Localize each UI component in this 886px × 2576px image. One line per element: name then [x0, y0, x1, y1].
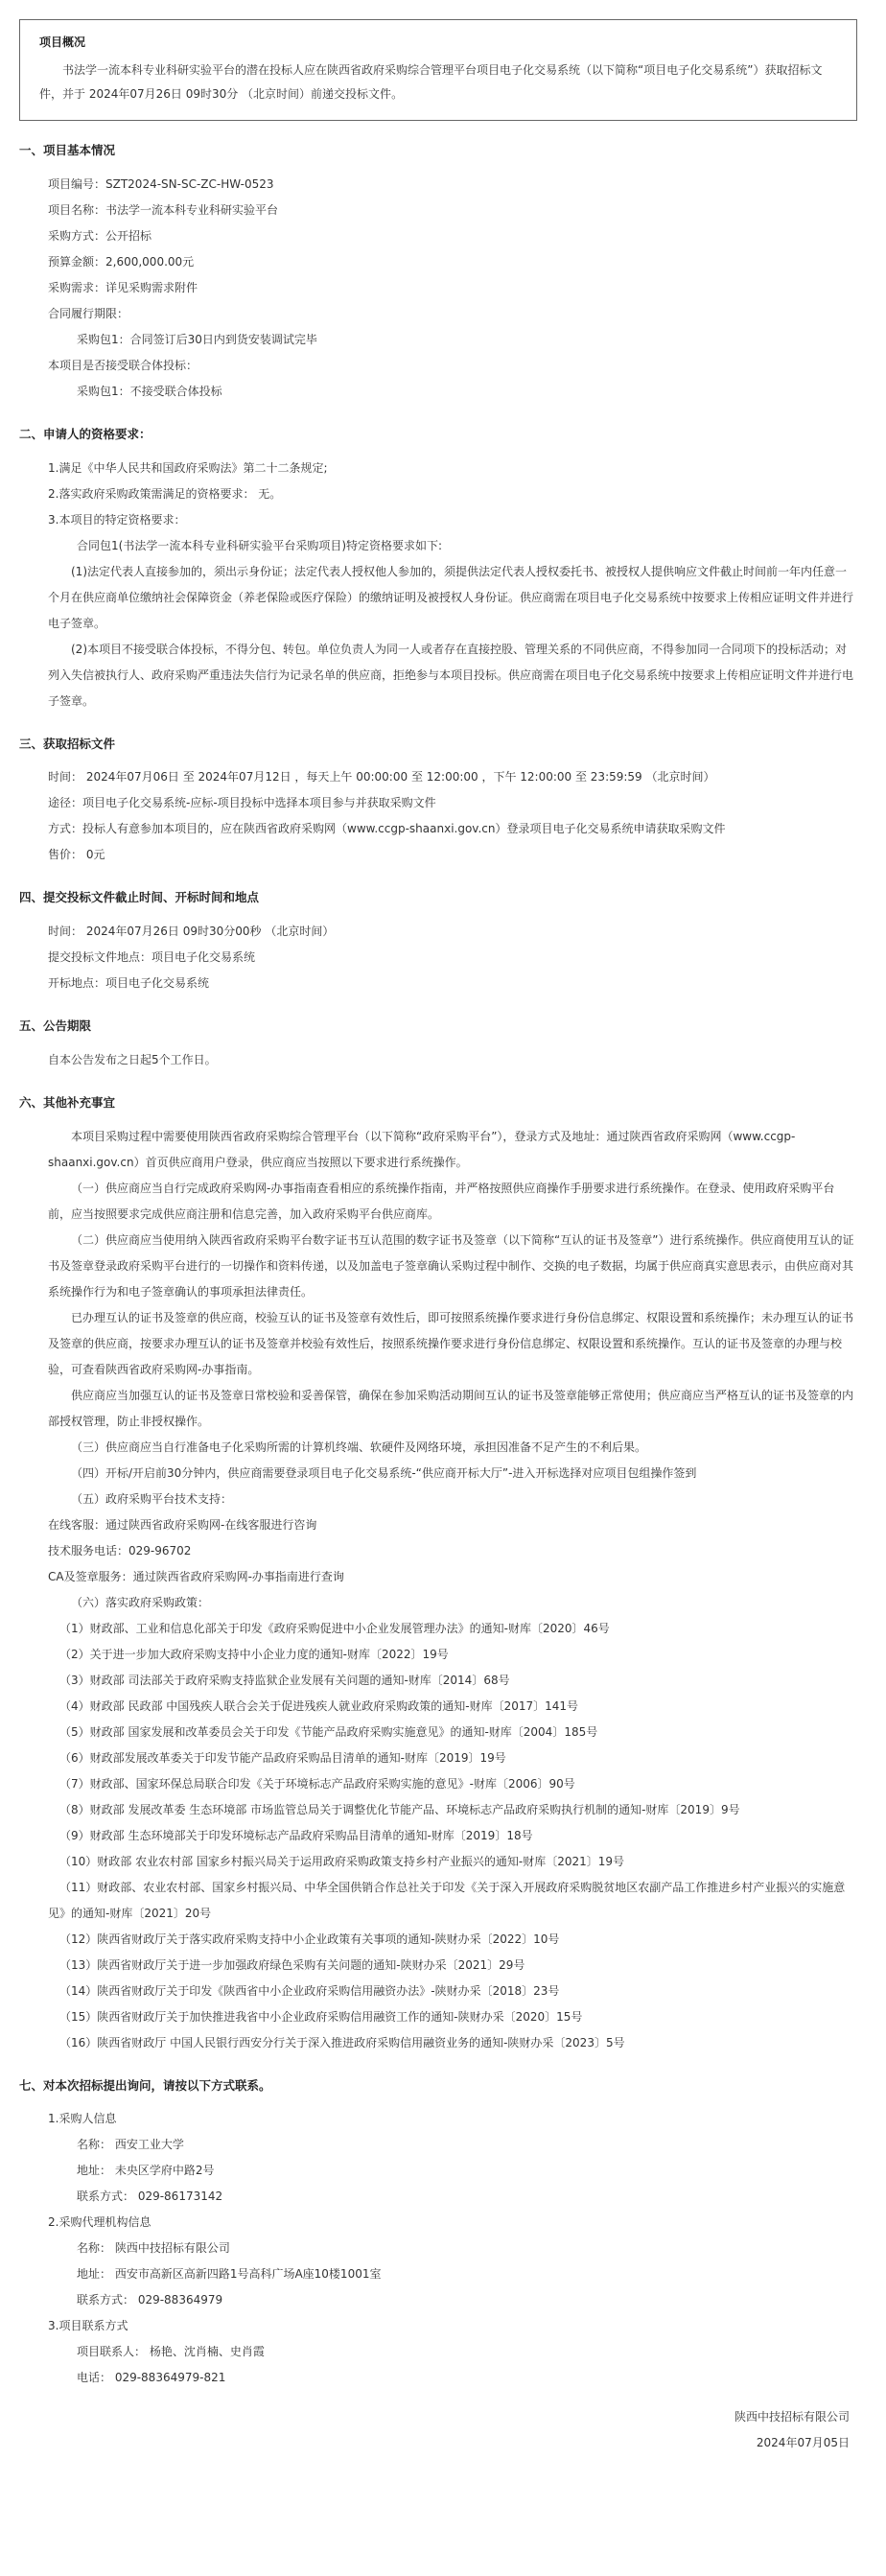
qualification-item-2: 2.落实政府采购政策需满足的资格要求： 无。 [48, 486, 282, 501]
signature-date: 2024年07月05日 [756, 2436, 850, 2450]
section-1-title: 一、项目基本情况 [19, 143, 116, 157]
opening-place: 开标地点：项目电子化交易系统 [48, 976, 210, 990]
supplement-paragraph-8: （五）政府采购平台技术支持： [71, 1491, 233, 1506]
policy-heading: （六）落实政府采购政策： [71, 1595, 210, 1609]
qualification-item-1: 1.满足《中华人民共和国政府采购法》第二十二条规定; [48, 460, 328, 475]
supplement-paragraph-4: 已办理互认的证书及签章的供应商，校验互认的证书及签章有效性后，即可按照系统操作要求进行身份信息绑定、权限设置和系统操作；未办理互认的证书及签章的供应商，按要求办理互认的证书及签章并校验有效性后，按照系统操作要求进行身份信息绑定、权限设置和系统操作。互认的证书及签章的办理与校验，可查看陕西省政府采购网-办事指南。 [48, 1310, 854, 1376]
policy-item: （8）财政部 发展改革委 生态环境部 市场监管总局关于调整优化节能产品、环境标志产品政府采购执行机制的通知-财库〔2019〕9号 [59, 1802, 740, 1816]
project-overview-box [19, 19, 857, 121]
policy-item: （1）财政部、工业和信息化部关于印发《政府采购促进中小企业发展管理办法》的通知-财库〔2020〕46号 [59, 1621, 610, 1635]
requirement-paragraph-1: (1)法定代表人直接参加的，须出示身份证；法定代表人授权他人参加的，须提供法定代表人授权委托书、被授权人提供响应文件截止时间前一年内任意一个月在供应商单位缴纳社会保障资金（养老保险或医疗保险）的缴纳证明及被授权人身份证。供应商需在项目电子化交易系统中按要求上传相应证明文件并进行电子签章。 [48, 564, 854, 630]
supplement-paragraph-6: （三）供应商应当自行准备电子化采购所需的计算机终端、软硬件及网络环境，承担因准备不足产生的不利后果。 [71, 1440, 647, 1454]
section-7-title: 七、对本次招标提出询问，请按以下方式联系。 [19, 2077, 271, 2093]
policy-item: （6）财政部发展改革委关于印发节能产品政府采购品目清单的通知-财库〔2019〕19号 [59, 1750, 506, 1765]
agent-phone: 联系方式： 029-88364979 [77, 2293, 223, 2307]
consortium-item: 采购包1：不接受联合体投标 [77, 384, 222, 398]
section-4-title: 四、提交投标文件截止时间、开标时间和地点 [19, 890, 260, 905]
section-2-title: 二、申请人的资格要求： [19, 426, 152, 441]
buyer-name: 名称： 西安工业大学 [77, 2138, 184, 2152]
document-price: 售价： 0元 [48, 848, 105, 862]
agent-name: 名称： 陕西中技招标有限公司 [77, 2241, 230, 2256]
policy-item: （7）财政部、国家环保总局联合印发《关于环境标志产品政府采购实施的意见》-财库〔2006〕90号 [59, 1776, 575, 1791]
section-5-title: 五、公告期限 [19, 1019, 92, 1033]
contract-period-item: 采购包1：合同签订后30日内到货安装调试完毕 [77, 332, 317, 346]
policy-item: （9）财政部 生态环境部关于印发环境标志产品政府采购品目清单的通知-财库〔2019〕18号 [59, 1828, 533, 1842]
project-name: 项目名称：书法学一流本科专业科研实验平台 [48, 202, 279, 217]
submit-place: 提交投标文件地点：项目电子化交易系统 [48, 950, 256, 964]
tech-phone: 技术服务电话：029-96702 [48, 1543, 192, 1557]
contract-period-label: 合同履行期限： [48, 306, 129, 320]
project-number: 项目编号：SZT2024-SN-SC-ZC-HW-0523 [48, 176, 274, 191]
section-6-title: 六、其他补充事宜 [19, 1094, 116, 1110]
deadline-time: 时间： 2024年07月26日 09时30分00秒 （北京时间） [48, 925, 335, 938]
consortium-label: 本项目是否接受联合体投标： [48, 358, 198, 372]
buyer-address: 地址： 未央区学府中路2号 [77, 2164, 215, 2178]
procurement-method: 采购方式：公开招标 [48, 228, 152, 243]
policy-item: （16）陕西省财政厅 中国人民银行西安分行关于深入推进政府采购信用融资业务的通知-陕财办采〔2023〕5号 [59, 2035, 625, 2049]
obtain-time: 时间： 2024年07月06日 至 2024年07月12日 ，每天上午 00:00:00 至 12:00:00 ，下午 12:00:00 至 23:59:59 （北京时间） [48, 770, 715, 785]
qualification-item-3: 3.本项目的特定资格要求： [48, 512, 186, 527]
policy-item: （15）陕西省财政厅关于加快推进我省中小企业政府采购信用融资工作的通知-陕财办采〔2020〕15号 [59, 2009, 583, 2024]
notice-period-text: 自本公告发布之日起5个工作日。 [48, 1052, 217, 1066]
policy-item: （13）陕西省财政厅关于进一步加强政府绿色采购有关问题的通知-陕财办采〔2021〕29号 [59, 1957, 525, 1972]
contact-phone: 电话： 029-88364979-821 [77, 2371, 226, 2385]
obtain-route: 途径：项目电子化交易系统-应标-项目投标中选择本项目参与并获取采购文件 [48, 796, 436, 810]
policy-item: （3）财政部 司法部关于政府采购支持监狱企业发展有关问题的通知-财库〔2014〕68号 [59, 1673, 510, 1687]
buyer-phone: 联系方式： 029-86173142 [77, 2190, 223, 2204]
requirement-paragraph-2: (2)本项目不接受联合体投标，不得分包、转包。单位负责人为同一人或者存在直接控股、管理关系的不同供应商，不得参加同一合同项下的投标活动；对列入失信被执行人、政府采购严重违法失信行为记录名单的供应商，拒绝参与本项目投标。供应商需在项目电子化交易系统中按要求上传相应证明文件并进行电子签章。 [48, 642, 854, 708]
supplement-paragraph-2: （一）供应商应当自行完成政府采购网-办事指南查看相应的系统操作指南，并严格按照供应商操作手册要求进行系统操作。在登录、使用政府采购平台前，应当按照要求完成供应商注册和信息完善，加入政府采购平台供应商库。 [48, 1181, 835, 1221]
overview-text: 书法学一流本科专业科研实验平台的潜在投标人应在陕西省政府采购综合管理平台项目电子化交易系统（以下简称“项目电子化交易系统”）获取招标文件，并于 2024年07月26日 09时30分 （北京时间）前递交投标文件。 [39, 63, 823, 101]
overview-title: 项目概况 [39, 35, 86, 49]
budget-amount: 预算金额：2,600,000.00元 [48, 254, 195, 269]
ca-service: CA及签章服务：通过陕西省政府采购网-办事指南进行查询 [48, 1569, 344, 1583]
policy-item: （5）财政部 国家发展和改革委员会关于印发《节能产品政府采购实施意见》的通知-财库〔2004〕185号 [59, 1724, 598, 1739]
policy-item: （12）陕西省财政厅关于落实政府采购支持中小企业政策有关事项的通知-陕财办采〔2022〕10号 [59, 1932, 560, 1946]
online-service: 在线客服：通过陕西省政府采购网-在线客服进行咨询 [48, 1517, 317, 1532]
supplement-paragraph-3: （二）供应商应当使用纳入陕西省政府采购平台数字证书互认范围的数字证书及签章（以下简称“互认的证书及签章”）进行系统操作。供应商使用互认的证书及签章登录政府采购平台进行的一切操作和资料传递，以及加盖电子签章确认采购过程中制作、交换的电子数据，均属于供应商真实意思表示，由供应商对其系统操作行为和电子签章确认的事项承担法律责任。 [48, 1232, 854, 1299]
supplement-paragraph-5: 供应商应当加强互认的证书及签章日常校验和妥善保管，确保在参加采购活动期间互认的证书及签章能够正常使用；供应商应当严格互认的证书及签章的内部授权管理，防止非授权操作。 [48, 1388, 854, 1428]
policy-list [19, 1616, 857, 2056]
policy-item: （11）财政部、农业农村部、国家乡村振兴局、中华全国供销合作总社关于印发《关于深入开展政府采购脱贫地区农副产品工作推进乡村产业振兴的实施意见》的通知-财库〔2021〕20号 [48, 1880, 846, 1920]
agent-address: 地址： 西安市高新区高新四路1号高科广场A座10楼1001室 [77, 2267, 382, 2282]
buyer-heading: 1.采购人信息 [48, 2112, 117, 2126]
procurement-demand: 采购需求：详见采购需求附件 [48, 280, 198, 294]
policy-item: （14）陕西省财政厅关于印发《陕西省中小企业政府采购信用融资办法》-陕财办采〔2018〕23号 [59, 1983, 560, 1998]
supplement-paragraph-7: （四）开标/开启前30分钟内，供应商需要登录项目电子化交易系统-“供应商开标大厅”-进入开标选择对应项目包组操作签到 [71, 1465, 697, 1480]
agent-heading: 2.采购代理机构信息 [48, 2215, 152, 2230]
signature-organization: 陕西中技招标有限公司 [734, 2410, 850, 2424]
package-requirement-heading: 合同包1(书法学一流本科专业科研实验平台采购项目)特定资格要求如下: [77, 538, 443, 552]
policy-item: （4）财政部 民政部 中国残疾人联合会关于促进残疾人就业政府采购政策的通知-财库〔2017〕141号 [59, 1698, 579, 1713]
contact-people: 项目联系人： 杨艳、沈肖楠、史肖霞 [77, 2345, 265, 2359]
policy-item: （2）关于进一步加大政府采购支持中小企业力度的通知-财库〔2022〕19号 [59, 1647, 449, 1661]
supplement-paragraph-1: 本项目采购过程中需要使用陕西省政府采购综合管理平台（以下简称“政府采购平台”），登录方式及地址：通过陕西省政府采购网（www.ccgp-shaanxi.gov.cn）首页供应商用户登录，供应商应当按照以下要求进行系统操作。 [48, 1129, 796, 1169]
obtain-way: 方式：投标人有意参加本项目的，应在陕西省政府采购网（www.ccgp-shaanxi.gov.cn）登录项目电子化交易系统申请获取采购文件 [48, 822, 726, 836]
contact-heading: 3.项目联系方式 [48, 2319, 128, 2333]
policy-item: （10）财政部 农业农村部 国家乡村振兴局关于运用政府采购政策支持乡村产业振兴的通知-财库〔2021〕19号 [59, 1854, 625, 1868]
section-3-title: 三、获取招标文件 [19, 736, 116, 751]
